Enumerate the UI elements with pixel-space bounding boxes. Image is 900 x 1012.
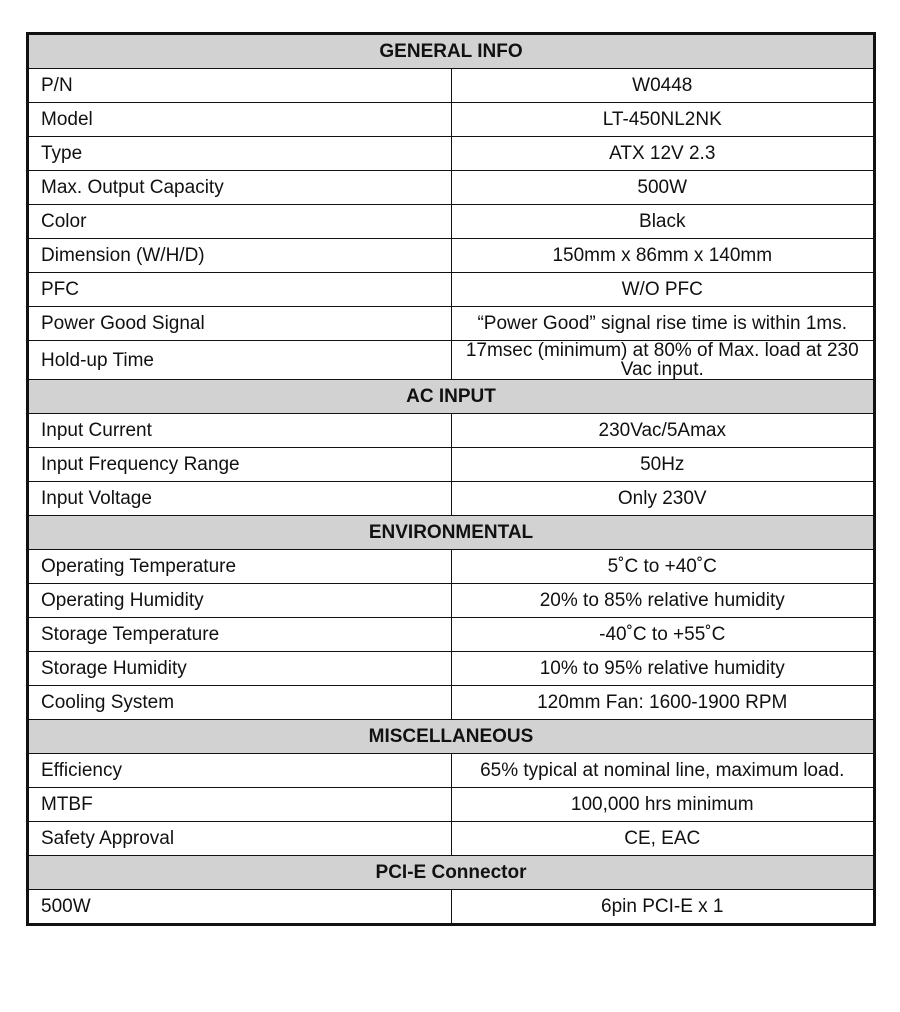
- spec-value: CE, EAC: [451, 822, 875, 856]
- spec-label: Power Good Signal: [28, 307, 452, 341]
- spec-value: 17msec (minimum) at 80% of Max. load at 230 Vac input.: [451, 341, 875, 380]
- spec-value: 10% to 95% relative humidity: [451, 652, 875, 686]
- spec-row-dimension: [28, 239, 875, 273]
- spec-label: 500W: [28, 890, 452, 925]
- spec-label: Operating Temperature: [28, 550, 452, 584]
- spec-value: 20% to 85% relative humidity: [451, 584, 875, 618]
- spec-label: Input Current: [28, 414, 452, 448]
- section-title: PCI-E Connector: [28, 856, 875, 890]
- spec-row-safety-approval: [28, 822, 875, 856]
- spec-label: P/N: [28, 69, 452, 103]
- spec-row-input-voltage: [28, 482, 875, 516]
- spec-value: LT-450NL2NK: [451, 103, 875, 137]
- spec-row-mtbf: [28, 788, 875, 822]
- spec-value: Black: [451, 205, 875, 239]
- spec-value: -40˚C to +55˚C: [451, 618, 875, 652]
- spec-value: “Power Good” signal rise time is within 1ms.: [451, 307, 875, 341]
- spec-label: Type: [28, 137, 452, 171]
- spec-row-input-frequency: [28, 448, 875, 482]
- section-title: ENVIRONMENTAL: [28, 516, 875, 550]
- spec-label: Color: [28, 205, 452, 239]
- spec-label: Storage Temperature: [28, 618, 452, 652]
- section-header-environmental: [28, 516, 875, 550]
- spec-value: 65% typical at nominal line, maximum load.: [451, 754, 875, 788]
- spec-row-efficiency: [28, 754, 875, 788]
- spec-row-max-output: [28, 171, 875, 205]
- spec-value: W/O PFC: [451, 273, 875, 307]
- spec-label: Model: [28, 103, 452, 137]
- spec-value: 50Hz: [451, 448, 875, 482]
- spec-row-hold-up: [28, 341, 875, 380]
- spec-row-storage-temperature: [28, 618, 875, 652]
- spec-row-color: [28, 205, 875, 239]
- spec-table: [26, 32, 876, 926]
- spec-label: Input Voltage: [28, 482, 452, 516]
- spec-label: Efficiency: [28, 754, 452, 788]
- spec-row-pcie-500w: [28, 890, 875, 925]
- section-title: AC INPUT: [28, 380, 875, 414]
- spec-row-operating-temperature: [28, 550, 875, 584]
- spec-label: MTBF: [28, 788, 452, 822]
- spec-row-cooling-system: [28, 686, 875, 720]
- spec-label: PFC: [28, 273, 452, 307]
- spec-label: Safety Approval: [28, 822, 452, 856]
- spec-row-type: [28, 137, 875, 171]
- section-header-ac-input: [28, 380, 875, 414]
- spec-value: ATX 12V 2.3: [451, 137, 875, 171]
- spec-value: Only 230V: [451, 482, 875, 516]
- spec-value: 120mm Fan: 1600-1900 RPM: [451, 686, 875, 720]
- spec-value: W0448: [451, 69, 875, 103]
- spec-label: Operating Humidity: [28, 584, 452, 618]
- spec-label: Dimension (W/H/D): [28, 239, 452, 273]
- spec-row-pfc: [28, 273, 875, 307]
- spec-row-storage-humidity: [28, 652, 875, 686]
- spec-value: 5˚C to +40˚C: [451, 550, 875, 584]
- spec-value: 100,000 hrs minimum: [451, 788, 875, 822]
- spec-value: 500W: [451, 171, 875, 205]
- spec-value: 6pin PCI-E x 1: [451, 890, 875, 925]
- spec-table-body: [28, 34, 875, 925]
- spec-row-input-current: [28, 414, 875, 448]
- spec-label: Input Frequency Range: [28, 448, 452, 482]
- section-header-miscellaneous: [28, 720, 875, 754]
- spec-label: Max. Output Capacity: [28, 171, 452, 205]
- spec-row-operating-humidity: [28, 584, 875, 618]
- spec-row-power-good: [28, 307, 875, 341]
- section-title: GENERAL INFO: [28, 34, 875, 69]
- spec-row-model: [28, 103, 875, 137]
- section-header-general-info: [28, 34, 875, 69]
- section-title: MISCELLANEOUS: [28, 720, 875, 754]
- spec-label: Storage Humidity: [28, 652, 452, 686]
- spec-label: Hold-up Time: [28, 341, 452, 380]
- spec-value: 150mm x 86mm x 140mm: [451, 239, 875, 273]
- spec-label: Cooling System: [28, 686, 452, 720]
- spec-value: 230Vac/5Amax: [451, 414, 875, 448]
- section-header-pcie-connector: [28, 856, 875, 890]
- spec-row-pn: [28, 69, 875, 103]
